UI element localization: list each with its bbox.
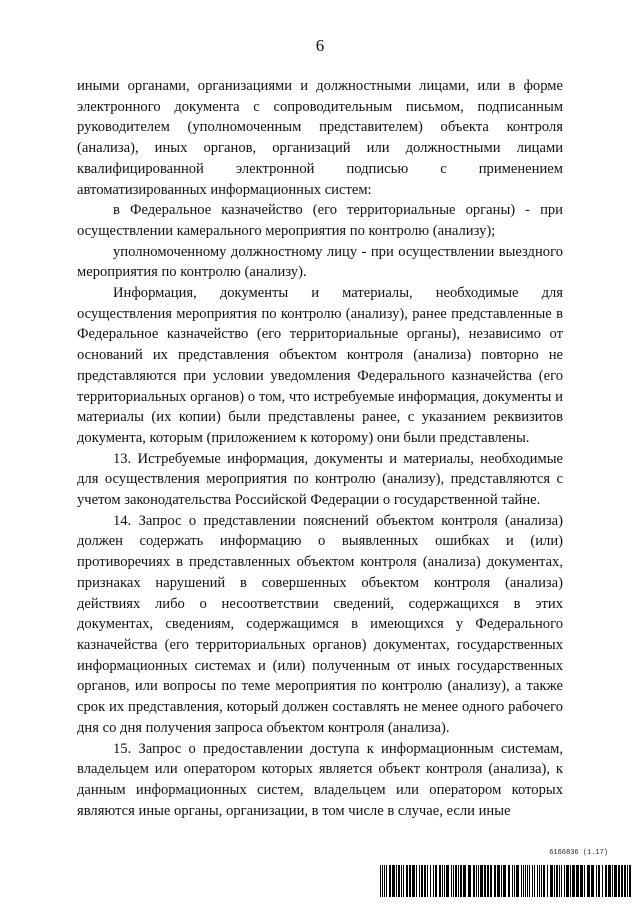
paragraph: Информация, документы и материалы, необходимые для осуществления мероприятия по контролю (анализу), ранее представленные в Федеральное казначейство (его территориальные органы), независимо от оснований их представления объектом контроля (анализа) повторно не представляются при условии уведомления Федерального казначейства (его территориальных органов) о том, что истребуемые информация, документы и материалы (их копии) были представлены ранее, с указанием реквизитов документа, которым (приложением к которому) они были представлены. — [77, 285, 563, 446]
paragraph: в Федеральное казначейство (его территориальные органы) - при осуществлении камерального мероприятия по контролю (анализу); — [77, 202, 563, 239]
paragraph: 14. Запрос о представлении пояснений объектом контроля (анализа) должен содержать информацию о выявленных ошибках и (или) противоречиях в представленных объектом контроля (анализа) документах, признаках нарушений в совершенных объектом контроля (анализа) действиях либо о несоответствии сведений, содержащихся в этих документах, сведениям, содержащимся в имеющихся у Федерального казначейства (его территориальных органов) документах, государственных информационных системах и (или) полученным от иных государственных органов, или вопросы по теме мероприятия по контролю (анализу), а также срок их представления, который должен составлять не менее одного рабочего дня со дня получения запроса объектом контроля (анализа). — [77, 512, 563, 736]
document-barcode — [380, 849, 632, 897]
barcode-code: 6166836 (1.17) — [549, 849, 608, 857]
document-body — [77, 76, 563, 821]
barcode-icon — [380, 865, 632, 897]
paragraph: уполномоченному должностному лицу - при осуществлении выездного мероприятия по контролю (анализу). — [77, 243, 563, 281]
page-number: 6 — [315, 36, 325, 55]
paragraph: 13. Истребуемые информация, документы и материалы, необходимые для осуществления мероприятия по контролю (анализу), представляются с учетом законодательства Российской Федерации о государственной тайне. — [77, 450, 563, 509]
paragraph: иными органами, организациями и должностными лицами, или в форме электронного документа с сопроводительным письмом, подписанным руководителем (уполномоченным представителем) объекта контроля (анализа), иных органов, организаций или должностными лицами квалифицированной электронной подписью с применением автоматизированных информационных систем: — [77, 78, 563, 198]
paragraph: 15. Запрос о предоставлении доступа к информационным системам, владельцем или оператором которых является объект контроля (анализа), к данным информационных систем, владельцем или оператором которых являются иные органы, организации, в том числе в случае, если иные — [77, 740, 563, 819]
